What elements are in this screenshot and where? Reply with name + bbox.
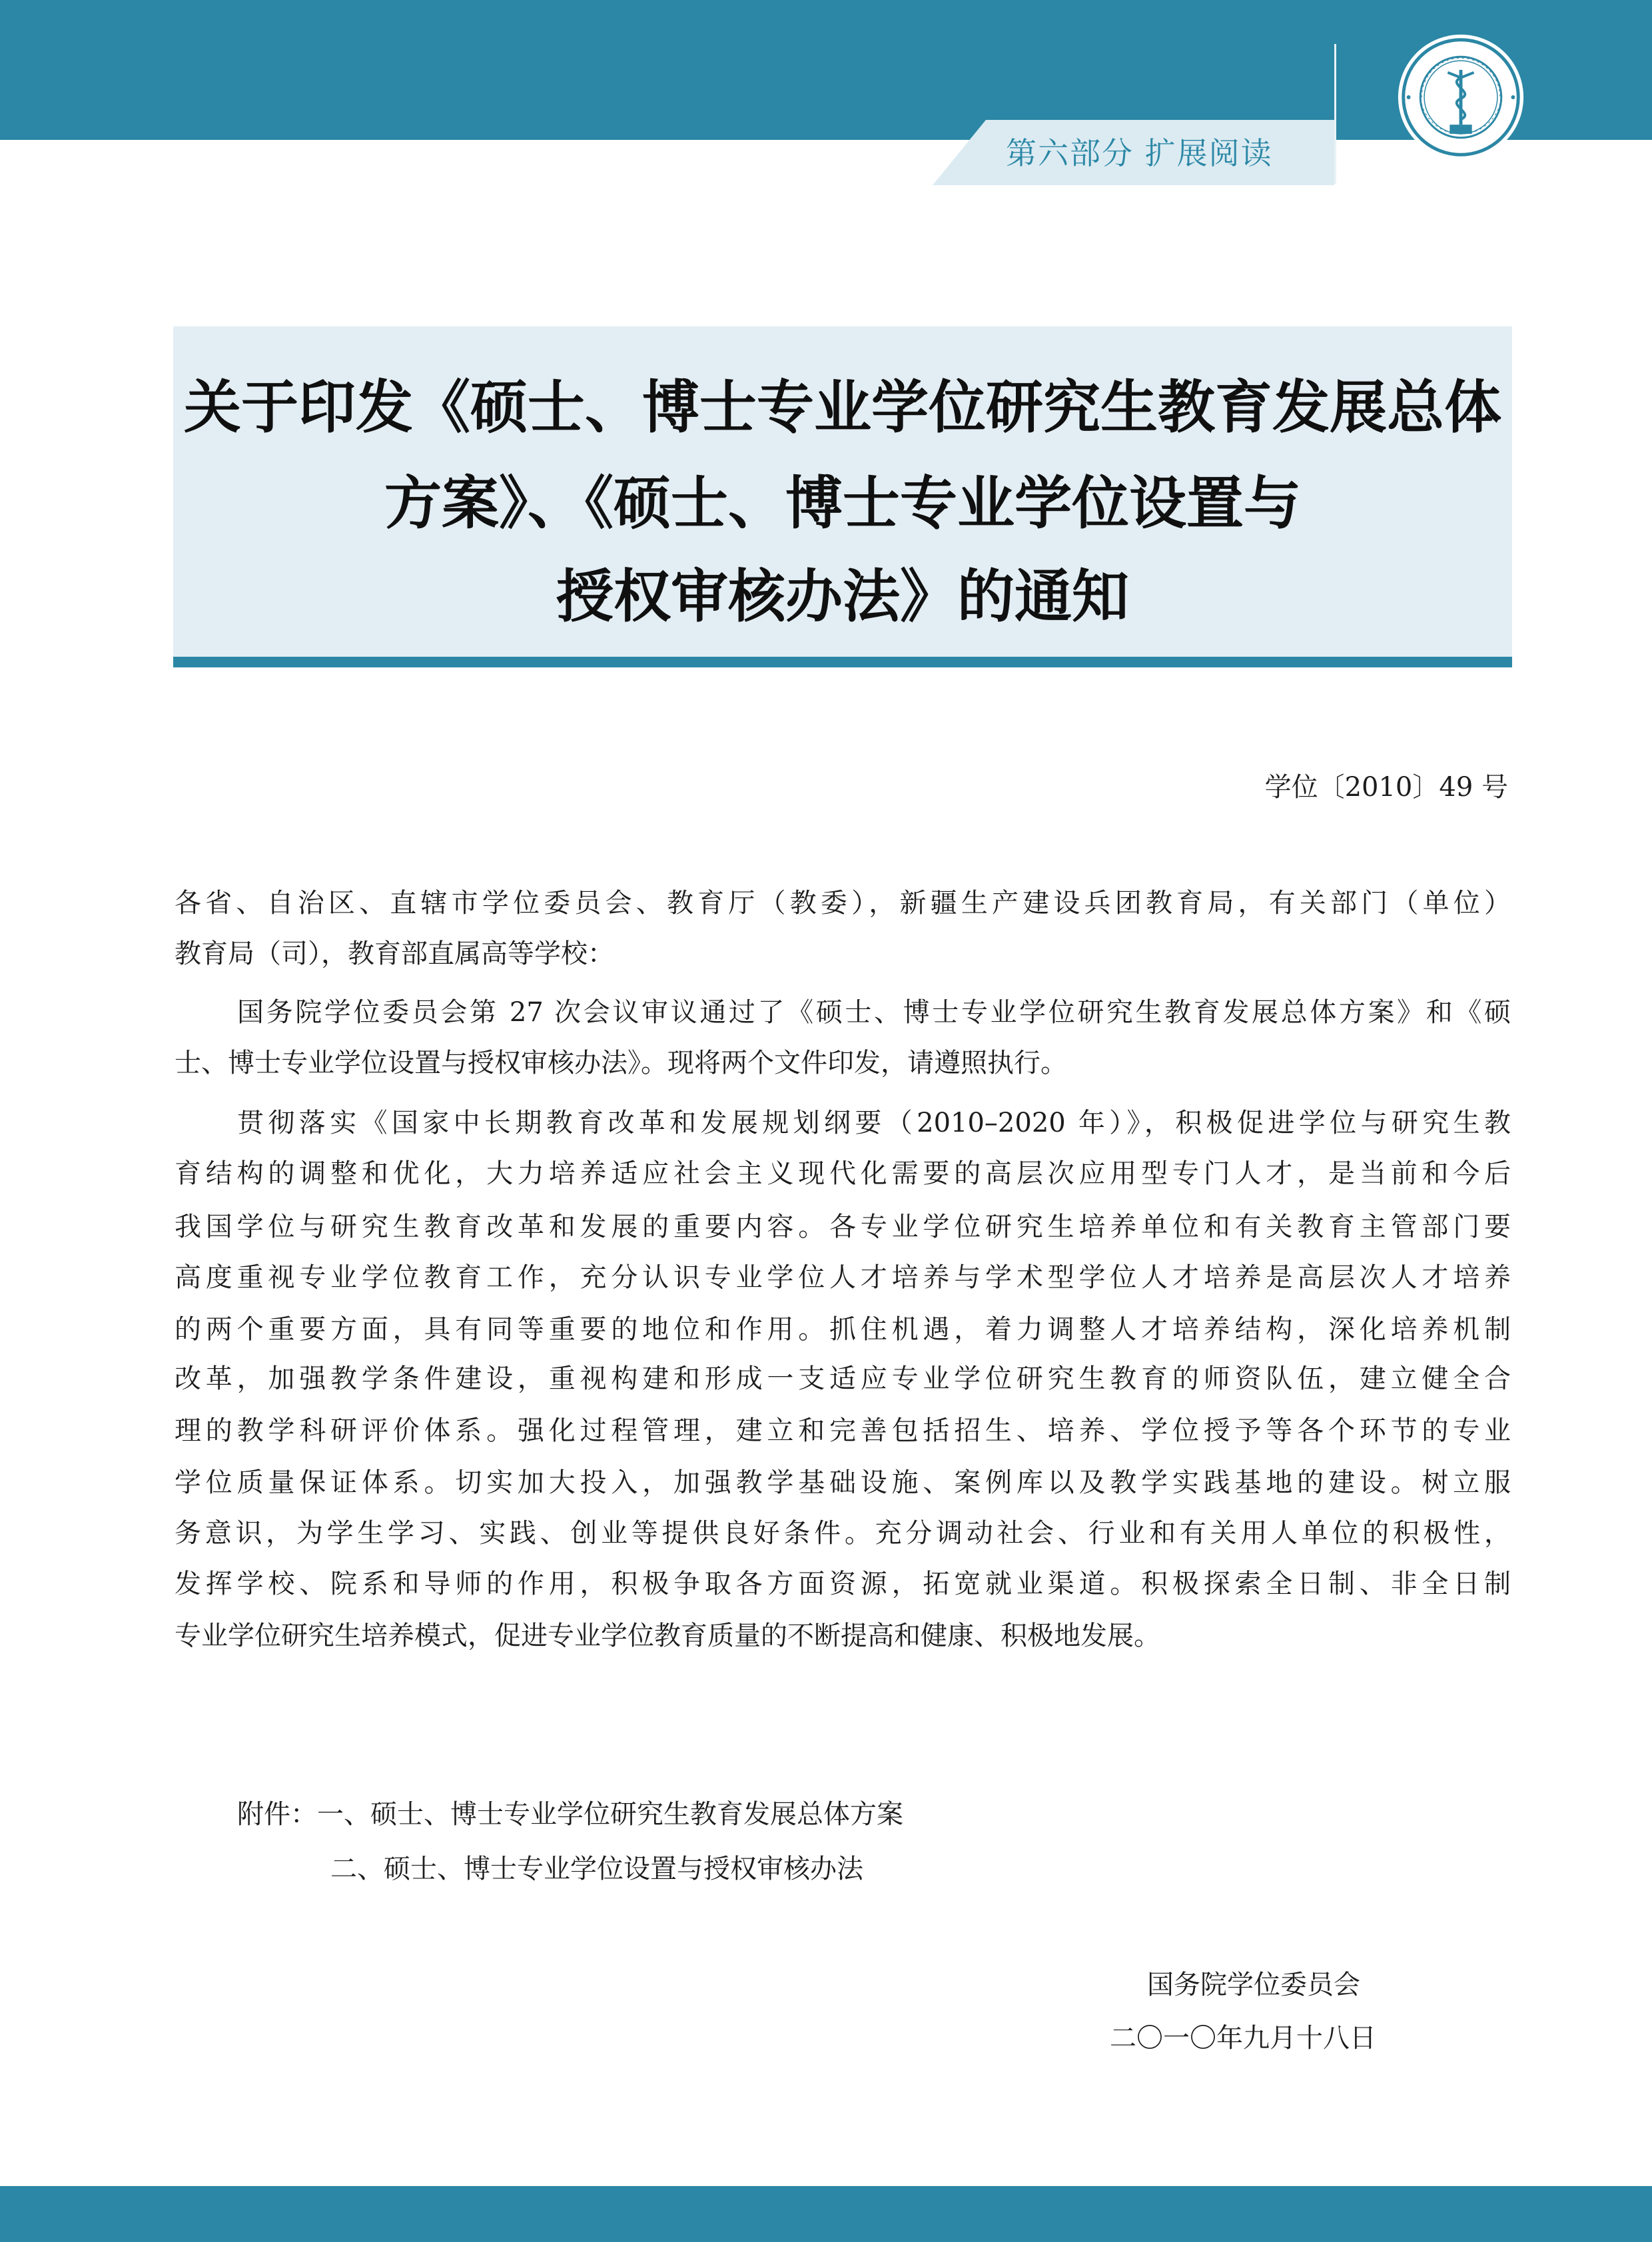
paragraph-line: 士、博士专业学位设置与授权审核办法》。现将两个文件印发，请遵照执行。 [175, 1048, 1067, 1078]
paragraph-line: 育结构的调整和优化，大力培养适应社会主义现代化需要的高层次应用型专门人才，是当前和今后 [175, 1158, 1511, 1189]
attachment-line-2: 二、硕士、博士专业学位设置与授权审核办法 [330, 1854, 863, 1884]
paragraph-line: 贯彻落实《国家中长期教育改革和发展规划纲要（2010–2020 年）》，积极促进学位与研究生教 [237, 1108, 1511, 1138]
paragraph-line: 高度重视专业学位教育工作，充分认识专业学位人才培养与学术型学位人才培养是高层次人才培养 [175, 1262, 1511, 1293]
paragraph-line: 务意识，为学生学习、实践、创业等提供良好条件。充分调动社会、行业和有关用人单位的积极性， [175, 1518, 1511, 1549]
addressee-line: 教育局（司），教育部直属高等学校： [175, 938, 614, 969]
title-line-1: 关于印发《硕士、博士专业学位研究生教育发展总体 [184, 374, 1501, 441]
addressee-line: 各省、自治区、直辖市学位委员会、教育厅（教委），新疆生产建设兵团教育局，有关部门（单位） [175, 888, 1511, 919]
paragraph-line: 改革，加强教学条件建设，重视构建和形成一支适应专业学位研究生教育的师资队伍，建立健全合 [175, 1363, 1511, 1394]
title-box [173, 326, 1512, 667]
paragraph-line: 发挥学校、院系和导师的作用，积极争取各方面资源，拓宽就业渠道。积极探索全日制、非全日制 [175, 1569, 1511, 1599]
section-label: 第六部分 扩展阅读 [1006, 135, 1273, 171]
signature-org: 国务院学位委员会 [1147, 1970, 1360, 2000]
footer-band [0, 2186, 1652, 2242]
paragraph-line: 专业学位研究生培养模式，促进专业学位教育质量的不断提高和健康、积极地发展。 [175, 1621, 1160, 1651]
paragraph-line: 学位质量保证体系。切实加大投入，加强教学基础设施、案例库以及教学实践基地的建设。树立服 [175, 1467, 1511, 1498]
header-divider [1334, 44, 1336, 184]
paragraph-line: 的两个重要方面，具有同等重要的地位和作用。抓住机遇，着力调整人才培养结构，深化培养机制 [175, 1314, 1511, 1345]
title-line-3: 授权审核办法》的通知 [556, 563, 1129, 630]
university-logo-icon [1396, 32, 1526, 163]
paragraph-line: 理的教学科研评价体系。强化过程管理，建立和完善包括招生、培养、学位授予等各个环节的专业 [175, 1415, 1511, 1446]
title-line-2: 方案》、《硕士、博士专业学位设置与 [384, 470, 1301, 537]
document-number: 学位〔2010〕49 号 [1264, 772, 1508, 803]
attachment-line-1: 附件：一、硕士、博士专业学位研究生教育发展总体方案 [237, 1799, 903, 1830]
signature-date: 二〇一〇年九月十八日 [1110, 2023, 1376, 2054]
paragraph-line: 我国学位与研究生教育改革和发展的重要内容。各专业学位研究生培养单位和有关教育主管部门要 [175, 1212, 1511, 1242]
paragraph-line: 国务院学位委员会第 27 次会议审议通过了《硕士、博士专业学位研究生教育发展总体方案》和《硕 [237, 997, 1511, 1028]
